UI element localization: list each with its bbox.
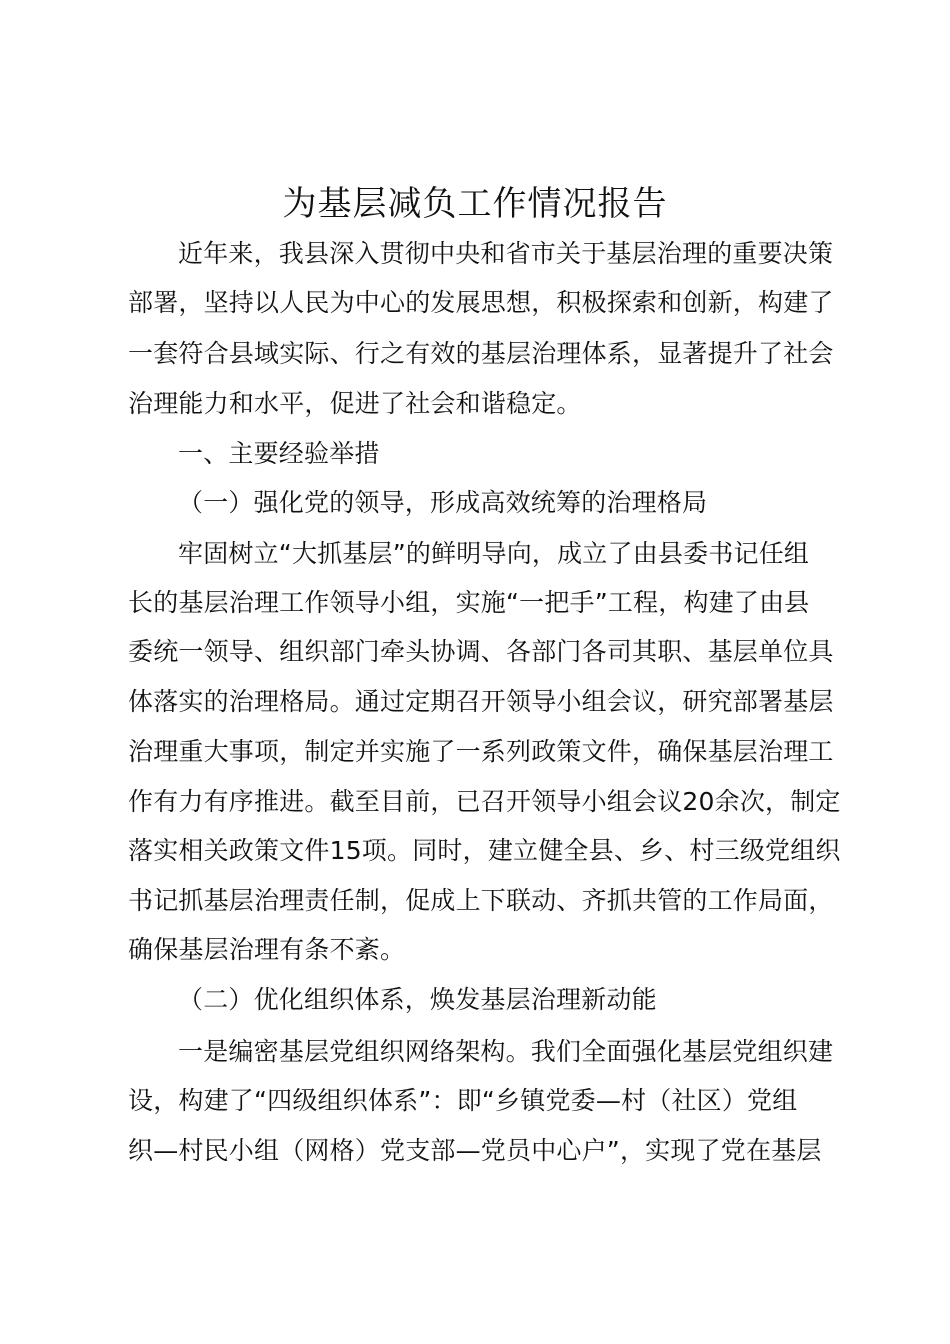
paragraph-line: 体落实的治理格局。通过定期召开领导小组会议，研究部署基层 (128, 687, 834, 716)
paragraph-line: 近年来，我县深入贯彻中央和省市关于基层治理的重要决策 (178, 239, 834, 268)
paragraph-line: 治理能力和水平，促进了社会和谐稳定。 (128, 389, 582, 418)
paragraph-line: 作有力有序推进。截至目前，已召开领导小组会议20余次，制定 (128, 787, 841, 816)
paragraph-line: 一套符合县域实际、行之有效的基层治理体系，显著提升了社会 (128, 339, 834, 368)
paragraph-line: 长的基层治理工作领导小组，实施“一把手”工程，构建了由县 (128, 588, 810, 617)
paragraph-line: 一是编密基层党组织网络架构。我们全面强化基层党组织建 (178, 1037, 834, 1066)
paragraph-line: 牢固树立“大抓基层”的鲜明导向，成立了由县委书记任组 (178, 539, 810, 568)
document-title: 为基层减负工作情况报告 (282, 184, 668, 224)
paragraph-line: 部署，坚持以人民为中心的发展思想，积极探索和创新，构建了 (128, 288, 834, 317)
section-heading: 一、主要经验举措 (178, 439, 380, 468)
paragraph-line: 织—村民小组（网格）党支部—党员中心户”，实现了党在基层 (128, 1136, 822, 1165)
paragraph-line: 确保基层治理有条不紊。 (128, 935, 406, 964)
paragraph-line: 治理重大事项，制定并实施了一系列政策文件，确保基层治理工 (128, 737, 834, 766)
paragraph-line: 落实相关政策文件15项。同时，建立健全县、乡、村三级党组织 (128, 836, 841, 865)
paragraph-line: 设，构建了“四级组织体系”：即“乡镇党委—村（社区）党组 (128, 1086, 798, 1115)
paragraph-line: 委统一领导、组织部门牵头协调、各部门各司其职、基层单位具 (128, 637, 834, 666)
subsection-heading: （二）优化组织体系，焕发基层治理新动能 (178, 985, 657, 1014)
subsection-heading: （一）强化党的领导，形成高效统筹的治理格局 (178, 488, 708, 517)
paragraph-line: 书记抓基层治理责任制，促成上下联动、齐抓共管的工作局面， (128, 886, 834, 915)
